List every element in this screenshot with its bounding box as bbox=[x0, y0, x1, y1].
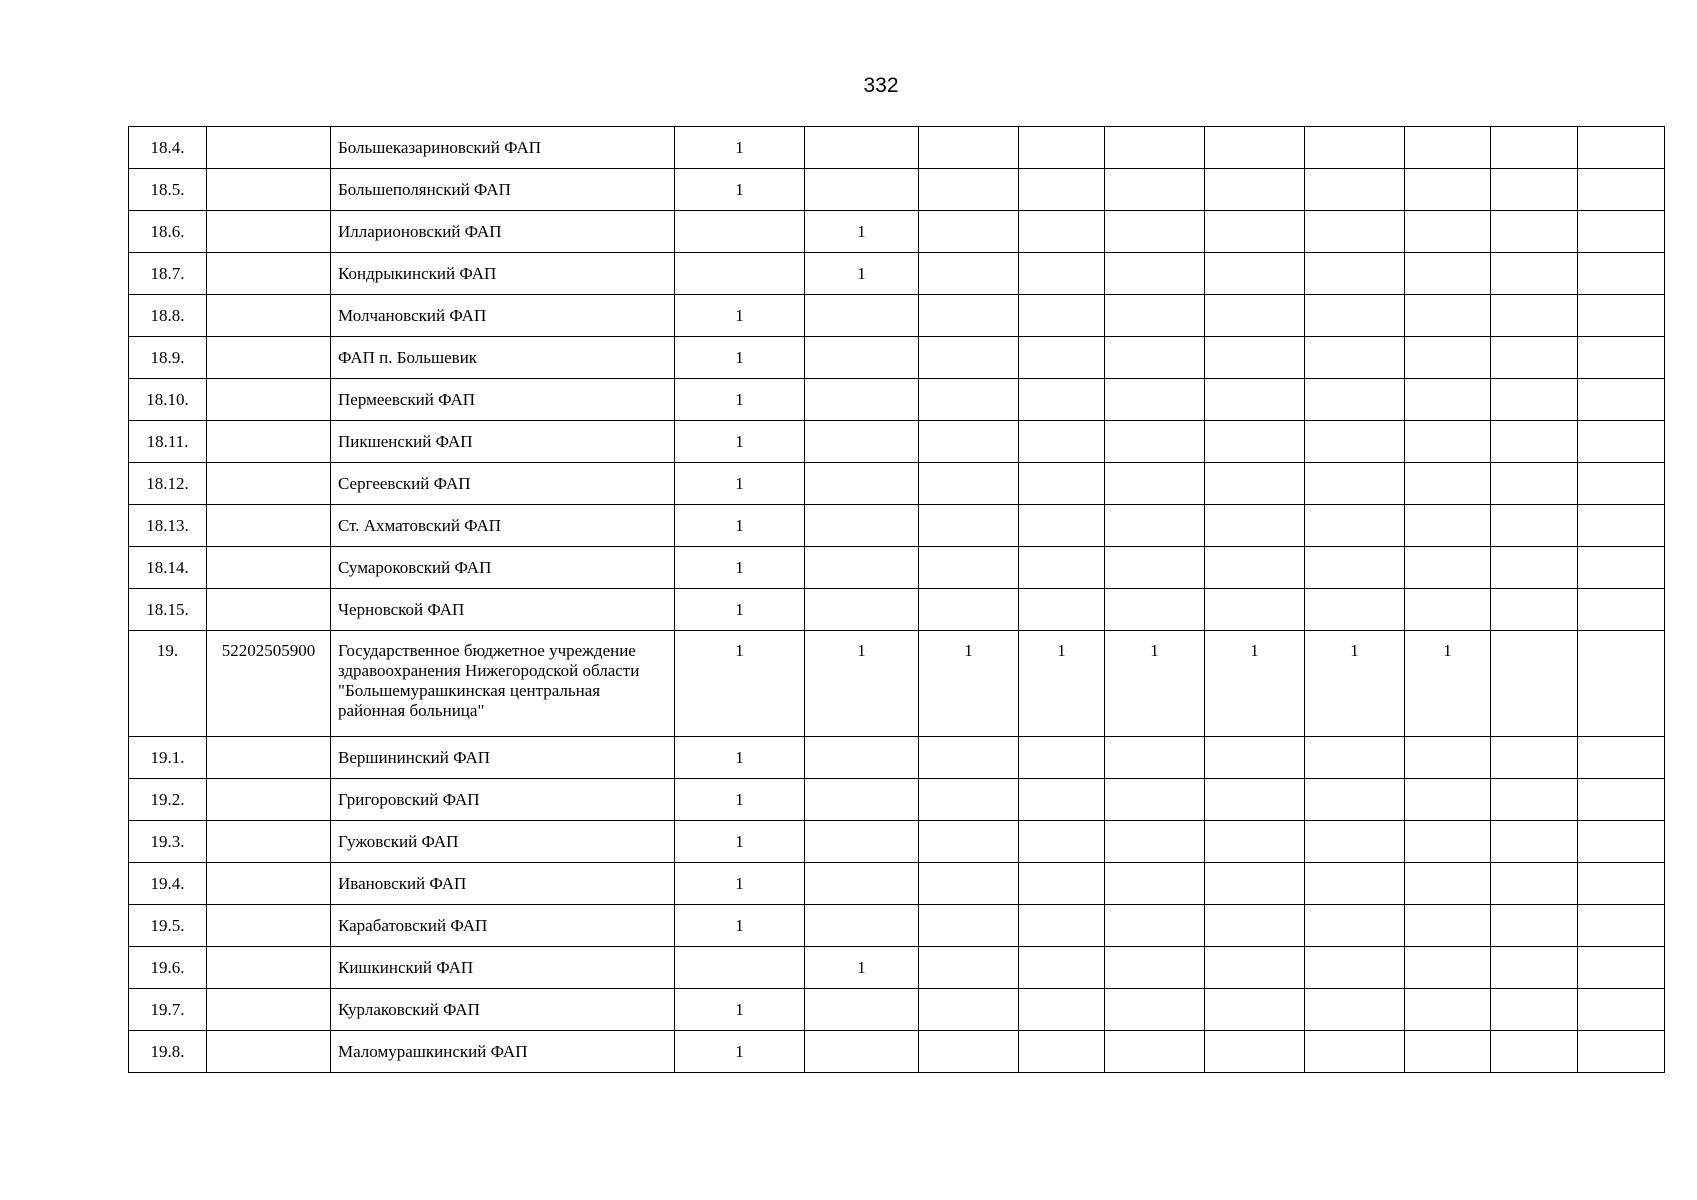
value-cell-6 bbox=[1205, 989, 1305, 1031]
value-cell-8 bbox=[1405, 737, 1491, 779]
row-number-cell: 19.2. bbox=[129, 779, 207, 821]
value-cell-2 bbox=[805, 821, 919, 863]
value-cell-10 bbox=[1578, 547, 1665, 589]
value-cell-1: 1 bbox=[675, 589, 805, 631]
value-cell-8 bbox=[1405, 253, 1491, 295]
registry-code-cell bbox=[207, 463, 331, 505]
value-cell-2 bbox=[805, 505, 919, 547]
value-cell-2 bbox=[805, 863, 919, 905]
value-cell-3 bbox=[919, 211, 1019, 253]
value-cell-3 bbox=[919, 737, 1019, 779]
value-cell-10 bbox=[1578, 989, 1665, 1031]
value-cell-6 bbox=[1205, 379, 1305, 421]
value-cell-1: 1 bbox=[675, 337, 805, 379]
value-cell-7 bbox=[1305, 337, 1405, 379]
value-cell-5 bbox=[1105, 737, 1205, 779]
registry-code-cell bbox=[207, 337, 331, 379]
value-cell-9 bbox=[1491, 505, 1578, 547]
value-cell-1: 1 bbox=[675, 989, 805, 1031]
value-cell-3 bbox=[919, 505, 1019, 547]
value-cell-9 bbox=[1491, 295, 1578, 337]
table-row bbox=[129, 947, 1665, 989]
value-cell-2 bbox=[805, 905, 919, 947]
value-cell-6 bbox=[1205, 505, 1305, 547]
value-cell-9 bbox=[1491, 821, 1578, 863]
value-cell-7 bbox=[1305, 989, 1405, 1031]
registry-code-cell bbox=[207, 863, 331, 905]
facility-name-cell: Карабатовский ФАП bbox=[331, 905, 675, 947]
value-cell-2: 1 bbox=[805, 631, 919, 737]
value-cell-2 bbox=[805, 295, 919, 337]
value-cell-7 bbox=[1305, 463, 1405, 505]
facility-name-cell: Ст. Ахматовский ФАП bbox=[331, 505, 675, 547]
value-cell-5 bbox=[1105, 127, 1205, 169]
value-cell-5 bbox=[1105, 779, 1205, 821]
registry-code-cell bbox=[207, 589, 331, 631]
value-cell-2 bbox=[805, 421, 919, 463]
registry-code-cell bbox=[207, 947, 331, 989]
facility-name-cell: Курлаковский ФАП bbox=[331, 989, 675, 1031]
value-cell-10 bbox=[1578, 379, 1665, 421]
value-cell-1: 1 bbox=[675, 821, 805, 863]
table-row bbox=[129, 295, 1665, 337]
value-cell-5 bbox=[1105, 505, 1205, 547]
value-cell-2 bbox=[805, 547, 919, 589]
value-cell-4 bbox=[1019, 947, 1105, 989]
facility-name-cell: Кондрыкинский ФАП bbox=[331, 253, 675, 295]
value-cell-9 bbox=[1491, 253, 1578, 295]
table-row bbox=[129, 337, 1665, 379]
value-cell-6 bbox=[1205, 337, 1305, 379]
value-cell-9 bbox=[1491, 1031, 1578, 1073]
value-cell-5 bbox=[1105, 589, 1205, 631]
value-cell-4 bbox=[1019, 421, 1105, 463]
registry-code-cell bbox=[207, 505, 331, 547]
value-cell-1: 1 bbox=[675, 737, 805, 779]
value-cell-3 bbox=[919, 863, 1019, 905]
value-cell-2 bbox=[805, 779, 919, 821]
value-cell-5 bbox=[1105, 947, 1205, 989]
value-cell-1: 1 bbox=[675, 421, 805, 463]
row-number-cell: 18.13. bbox=[129, 505, 207, 547]
value-cell-10 bbox=[1578, 337, 1665, 379]
facility-name-cell: Илларионовский ФАП bbox=[331, 211, 675, 253]
value-cell-2 bbox=[805, 589, 919, 631]
value-cell-8 bbox=[1405, 779, 1491, 821]
row-number-cell: 18.5. bbox=[129, 169, 207, 211]
value-cell-4 bbox=[1019, 505, 1105, 547]
table-row bbox=[129, 505, 1665, 547]
value-cell-8 bbox=[1405, 905, 1491, 947]
registry-code-cell bbox=[207, 421, 331, 463]
value-cell-10 bbox=[1578, 127, 1665, 169]
table-row bbox=[129, 463, 1665, 505]
registry-code-cell bbox=[207, 1031, 331, 1073]
value-cell-6 bbox=[1205, 589, 1305, 631]
row-number-cell: 18.12. bbox=[129, 463, 207, 505]
value-cell-5 bbox=[1105, 211, 1205, 253]
registry-code-cell: 52202505900 bbox=[207, 631, 331, 737]
value-cell-2: 1 bbox=[805, 211, 919, 253]
value-cell-7 bbox=[1305, 779, 1405, 821]
table-row bbox=[129, 631, 1665, 737]
row-number-cell: 19.6. bbox=[129, 947, 207, 989]
value-cell-8 bbox=[1405, 989, 1491, 1031]
value-cell-6 bbox=[1205, 127, 1305, 169]
value-cell-5: 1 bbox=[1105, 631, 1205, 737]
value-cell-5 bbox=[1105, 547, 1205, 589]
value-cell-5 bbox=[1105, 253, 1205, 295]
value-cell-1: 1 bbox=[675, 779, 805, 821]
facility-name-cell: Ивановский ФАП bbox=[331, 863, 675, 905]
value-cell-2 bbox=[805, 127, 919, 169]
value-cell-3 bbox=[919, 905, 1019, 947]
table-body bbox=[129, 127, 1665, 1073]
value-cell-9 bbox=[1491, 863, 1578, 905]
value-cell-3 bbox=[919, 547, 1019, 589]
value-cell-10 bbox=[1578, 905, 1665, 947]
value-cell-7 bbox=[1305, 211, 1405, 253]
value-cell-10 bbox=[1578, 421, 1665, 463]
value-cell-7 bbox=[1305, 127, 1405, 169]
value-cell-4 bbox=[1019, 737, 1105, 779]
row-number-cell: 18.8. bbox=[129, 295, 207, 337]
value-cell-6 bbox=[1205, 547, 1305, 589]
value-cell-3 bbox=[919, 947, 1019, 989]
value-cell-5 bbox=[1105, 989, 1205, 1031]
value-cell-4 bbox=[1019, 379, 1105, 421]
value-cell-10 bbox=[1578, 295, 1665, 337]
value-cell-3 bbox=[919, 253, 1019, 295]
value-cell-10 bbox=[1578, 169, 1665, 211]
value-cell-4 bbox=[1019, 253, 1105, 295]
value-cell-6 bbox=[1205, 863, 1305, 905]
table-row bbox=[129, 905, 1665, 947]
value-cell-6 bbox=[1205, 947, 1305, 989]
value-cell-4 bbox=[1019, 821, 1105, 863]
table-row bbox=[129, 589, 1665, 631]
registry-code-cell bbox=[207, 253, 331, 295]
value-cell-8 bbox=[1405, 947, 1491, 989]
value-cell-10 bbox=[1578, 505, 1665, 547]
value-cell-7 bbox=[1305, 505, 1405, 547]
facility-name-cell: Вершининский ФАП bbox=[331, 737, 675, 779]
value-cell-3 bbox=[919, 589, 1019, 631]
table-row bbox=[129, 1031, 1665, 1073]
facility-name-cell: Сумароковский ФАП bbox=[331, 547, 675, 589]
row-number-cell: 19.8. bbox=[129, 1031, 207, 1073]
value-cell-1: 1 bbox=[675, 127, 805, 169]
value-cell-1: 1 bbox=[675, 863, 805, 905]
value-cell-4 bbox=[1019, 463, 1105, 505]
value-cell-9 bbox=[1491, 169, 1578, 211]
value-cell-4 bbox=[1019, 295, 1105, 337]
facility-name-cell: Черновской ФАП bbox=[331, 589, 675, 631]
value-cell-10 bbox=[1578, 1031, 1665, 1073]
value-cell-9 bbox=[1491, 631, 1578, 737]
value-cell-7 bbox=[1305, 863, 1405, 905]
row-number-cell: 18.9. bbox=[129, 337, 207, 379]
facility-name-cell: Государственное бюджетное учреждение здравоохранения Нижегородской области "Большемурашкинская центральная районная больница" bbox=[331, 631, 675, 737]
value-cell-2 bbox=[805, 737, 919, 779]
value-cell-6 bbox=[1205, 211, 1305, 253]
facility-name-cell: ФАП п. Большевик bbox=[331, 337, 675, 379]
value-cell-4 bbox=[1019, 169, 1105, 211]
value-cell-8 bbox=[1405, 1031, 1491, 1073]
value-cell-3 bbox=[919, 337, 1019, 379]
value-cell-10 bbox=[1578, 631, 1665, 737]
value-cell-9 bbox=[1491, 421, 1578, 463]
value-cell-9 bbox=[1491, 737, 1578, 779]
value-cell-4 bbox=[1019, 1031, 1105, 1073]
row-number-cell: 19.3. bbox=[129, 821, 207, 863]
value-cell-9 bbox=[1491, 547, 1578, 589]
value-cell-6 bbox=[1205, 905, 1305, 947]
row-number-cell: 18.14. bbox=[129, 547, 207, 589]
row-number-cell: 19.7. bbox=[129, 989, 207, 1031]
value-cell-7 bbox=[1305, 1031, 1405, 1073]
value-cell-10 bbox=[1578, 779, 1665, 821]
value-cell-4 bbox=[1019, 989, 1105, 1031]
value-cell-2 bbox=[805, 463, 919, 505]
value-cell-7 bbox=[1305, 169, 1405, 211]
value-cell-9 bbox=[1491, 905, 1578, 947]
table-row bbox=[129, 253, 1665, 295]
facilities-table bbox=[128, 126, 1665, 1073]
value-cell-7 bbox=[1305, 737, 1405, 779]
value-cell-2: 1 bbox=[805, 253, 919, 295]
facility-name-cell: Маломурашкинский ФАП bbox=[331, 1031, 675, 1073]
value-cell-8 bbox=[1405, 821, 1491, 863]
value-cell-5 bbox=[1105, 379, 1205, 421]
value-cell-1 bbox=[675, 211, 805, 253]
facility-name-cell: Молчановский ФАП bbox=[331, 295, 675, 337]
value-cell-3 bbox=[919, 821, 1019, 863]
value-cell-1: 1 bbox=[675, 631, 805, 737]
value-cell-4 bbox=[1019, 863, 1105, 905]
value-cell-6 bbox=[1205, 253, 1305, 295]
value-cell-9 bbox=[1491, 779, 1578, 821]
value-cell-5 bbox=[1105, 863, 1205, 905]
registry-code-cell bbox=[207, 211, 331, 253]
value-cell-6 bbox=[1205, 421, 1305, 463]
table-row bbox=[129, 547, 1665, 589]
facility-name-cell: Сергеевский ФАП bbox=[331, 463, 675, 505]
value-cell-10 bbox=[1578, 463, 1665, 505]
value-cell-8: 1 bbox=[1405, 631, 1491, 737]
registry-code-cell bbox=[207, 905, 331, 947]
table-row bbox=[129, 863, 1665, 905]
row-number-cell: 18.11. bbox=[129, 421, 207, 463]
value-cell-1: 1 bbox=[675, 169, 805, 211]
value-cell-4 bbox=[1019, 211, 1105, 253]
row-number-cell: 18.7. bbox=[129, 253, 207, 295]
value-cell-2 bbox=[805, 169, 919, 211]
value-cell-3: 1 bbox=[919, 631, 1019, 737]
value-cell-5 bbox=[1105, 821, 1205, 863]
value-cell-4 bbox=[1019, 127, 1105, 169]
value-cell-3 bbox=[919, 463, 1019, 505]
value-cell-5 bbox=[1105, 905, 1205, 947]
registry-code-cell bbox=[207, 821, 331, 863]
value-cell-8 bbox=[1405, 589, 1491, 631]
value-cell-1: 1 bbox=[675, 379, 805, 421]
registry-code-cell bbox=[207, 737, 331, 779]
value-cell-4: 1 bbox=[1019, 631, 1105, 737]
value-cell-9 bbox=[1491, 127, 1578, 169]
value-cell-7 bbox=[1305, 589, 1405, 631]
value-cell-3 bbox=[919, 1031, 1019, 1073]
page-number-container bbox=[831, 72, 931, 100]
value-cell-5 bbox=[1105, 1031, 1205, 1073]
value-cell-9 bbox=[1491, 211, 1578, 253]
value-cell-8 bbox=[1405, 127, 1491, 169]
value-cell-8 bbox=[1405, 379, 1491, 421]
row-number-cell: 19. bbox=[129, 631, 207, 737]
value-cell-6 bbox=[1205, 821, 1305, 863]
value-cell-8 bbox=[1405, 421, 1491, 463]
value-cell-4 bbox=[1019, 779, 1105, 821]
value-cell-1: 1 bbox=[675, 463, 805, 505]
value-cell-4 bbox=[1019, 547, 1105, 589]
registry-code-cell bbox=[207, 379, 331, 421]
registry-code-cell bbox=[207, 169, 331, 211]
value-cell-1: 1 bbox=[675, 905, 805, 947]
value-cell-9 bbox=[1491, 463, 1578, 505]
table-row bbox=[129, 379, 1665, 421]
value-cell-2 bbox=[805, 989, 919, 1031]
value-cell-7 bbox=[1305, 905, 1405, 947]
value-cell-3 bbox=[919, 127, 1019, 169]
value-cell-4 bbox=[1019, 905, 1105, 947]
value-cell-5 bbox=[1105, 295, 1205, 337]
value-cell-10 bbox=[1578, 589, 1665, 631]
value-cell-8 bbox=[1405, 211, 1491, 253]
row-number-cell: 18.6. bbox=[129, 211, 207, 253]
value-cell-1 bbox=[675, 253, 805, 295]
table-row bbox=[129, 779, 1665, 821]
value-cell-8 bbox=[1405, 863, 1491, 905]
registry-code-cell bbox=[207, 989, 331, 1031]
value-cell-1: 1 bbox=[675, 1031, 805, 1073]
value-cell-3 bbox=[919, 295, 1019, 337]
value-cell-8 bbox=[1405, 505, 1491, 547]
value-cell-9 bbox=[1491, 379, 1578, 421]
page-number: 332 bbox=[863, 74, 899, 97]
value-cell-10 bbox=[1578, 821, 1665, 863]
registry-code-cell bbox=[207, 127, 331, 169]
value-cell-6: 1 bbox=[1205, 631, 1305, 737]
value-cell-7: 1 bbox=[1305, 631, 1405, 737]
value-cell-6 bbox=[1205, 737, 1305, 779]
value-cell-6 bbox=[1205, 463, 1305, 505]
facility-name-cell: Большеполянский ФАП bbox=[331, 169, 675, 211]
table-row bbox=[129, 989, 1665, 1031]
value-cell-9 bbox=[1491, 947, 1578, 989]
row-number-cell: 18.15. bbox=[129, 589, 207, 631]
value-cell-3 bbox=[919, 379, 1019, 421]
facility-name-cell: Кишкинский ФАП bbox=[331, 947, 675, 989]
value-cell-6 bbox=[1205, 295, 1305, 337]
value-cell-5 bbox=[1105, 463, 1205, 505]
value-cell-7 bbox=[1305, 821, 1405, 863]
value-cell-8 bbox=[1405, 169, 1491, 211]
row-number-cell: 19.5. bbox=[129, 905, 207, 947]
value-cell-7 bbox=[1305, 379, 1405, 421]
value-cell-2 bbox=[805, 337, 919, 379]
facility-name-cell: Пикшенский ФАП bbox=[331, 421, 675, 463]
value-cell-7 bbox=[1305, 947, 1405, 989]
value-cell-10 bbox=[1578, 737, 1665, 779]
facility-name-cell: Пермеевский ФАП bbox=[331, 379, 675, 421]
value-cell-7 bbox=[1305, 295, 1405, 337]
facility-name-cell: Гужовский ФАП bbox=[331, 821, 675, 863]
value-cell-2: 1 bbox=[805, 947, 919, 989]
facility-name-cell: Большеказариновский ФАП bbox=[331, 127, 675, 169]
value-cell-4 bbox=[1019, 337, 1105, 379]
value-cell-1: 1 bbox=[675, 295, 805, 337]
value-cell-10 bbox=[1578, 211, 1665, 253]
value-cell-10 bbox=[1578, 863, 1665, 905]
value-cell-8 bbox=[1405, 295, 1491, 337]
table-row bbox=[129, 127, 1665, 169]
value-cell-3 bbox=[919, 989, 1019, 1031]
value-cell-7 bbox=[1305, 253, 1405, 295]
table-row bbox=[129, 821, 1665, 863]
value-cell-10 bbox=[1578, 253, 1665, 295]
value-cell-5 bbox=[1105, 337, 1205, 379]
registry-code-cell bbox=[207, 779, 331, 821]
row-number-cell: 19.4. bbox=[129, 863, 207, 905]
value-cell-9 bbox=[1491, 989, 1578, 1031]
value-cell-1: 1 bbox=[675, 547, 805, 589]
value-cell-5 bbox=[1105, 169, 1205, 211]
registry-code-cell bbox=[207, 547, 331, 589]
value-cell-10 bbox=[1578, 947, 1665, 989]
row-number-cell: 18.4. bbox=[129, 127, 207, 169]
value-cell-2 bbox=[805, 1031, 919, 1073]
value-cell-7 bbox=[1305, 421, 1405, 463]
row-number-cell: 18.10. bbox=[129, 379, 207, 421]
row-number-cell: 19.1. bbox=[129, 737, 207, 779]
value-cell-5 bbox=[1105, 421, 1205, 463]
value-cell-9 bbox=[1491, 589, 1578, 631]
value-cell-3 bbox=[919, 169, 1019, 211]
value-cell-2 bbox=[805, 379, 919, 421]
table-row bbox=[129, 211, 1665, 253]
value-cell-4 bbox=[1019, 589, 1105, 631]
registry-code-cell bbox=[207, 295, 331, 337]
table-row bbox=[129, 421, 1665, 463]
table-row bbox=[129, 737, 1665, 779]
value-cell-6 bbox=[1205, 169, 1305, 211]
value-cell-8 bbox=[1405, 463, 1491, 505]
table-row bbox=[129, 169, 1665, 211]
value-cell-3 bbox=[919, 779, 1019, 821]
value-cell-3 bbox=[919, 421, 1019, 463]
value-cell-9 bbox=[1491, 337, 1578, 379]
value-cell-6 bbox=[1205, 779, 1305, 821]
value-cell-6 bbox=[1205, 1031, 1305, 1073]
value-cell-8 bbox=[1405, 547, 1491, 589]
value-cell-8 bbox=[1405, 337, 1491, 379]
value-cell-7 bbox=[1305, 547, 1405, 589]
value-cell-1 bbox=[675, 947, 805, 989]
value-cell-1: 1 bbox=[675, 505, 805, 547]
facility-name-cell: Григоровский ФАП bbox=[331, 779, 675, 821]
